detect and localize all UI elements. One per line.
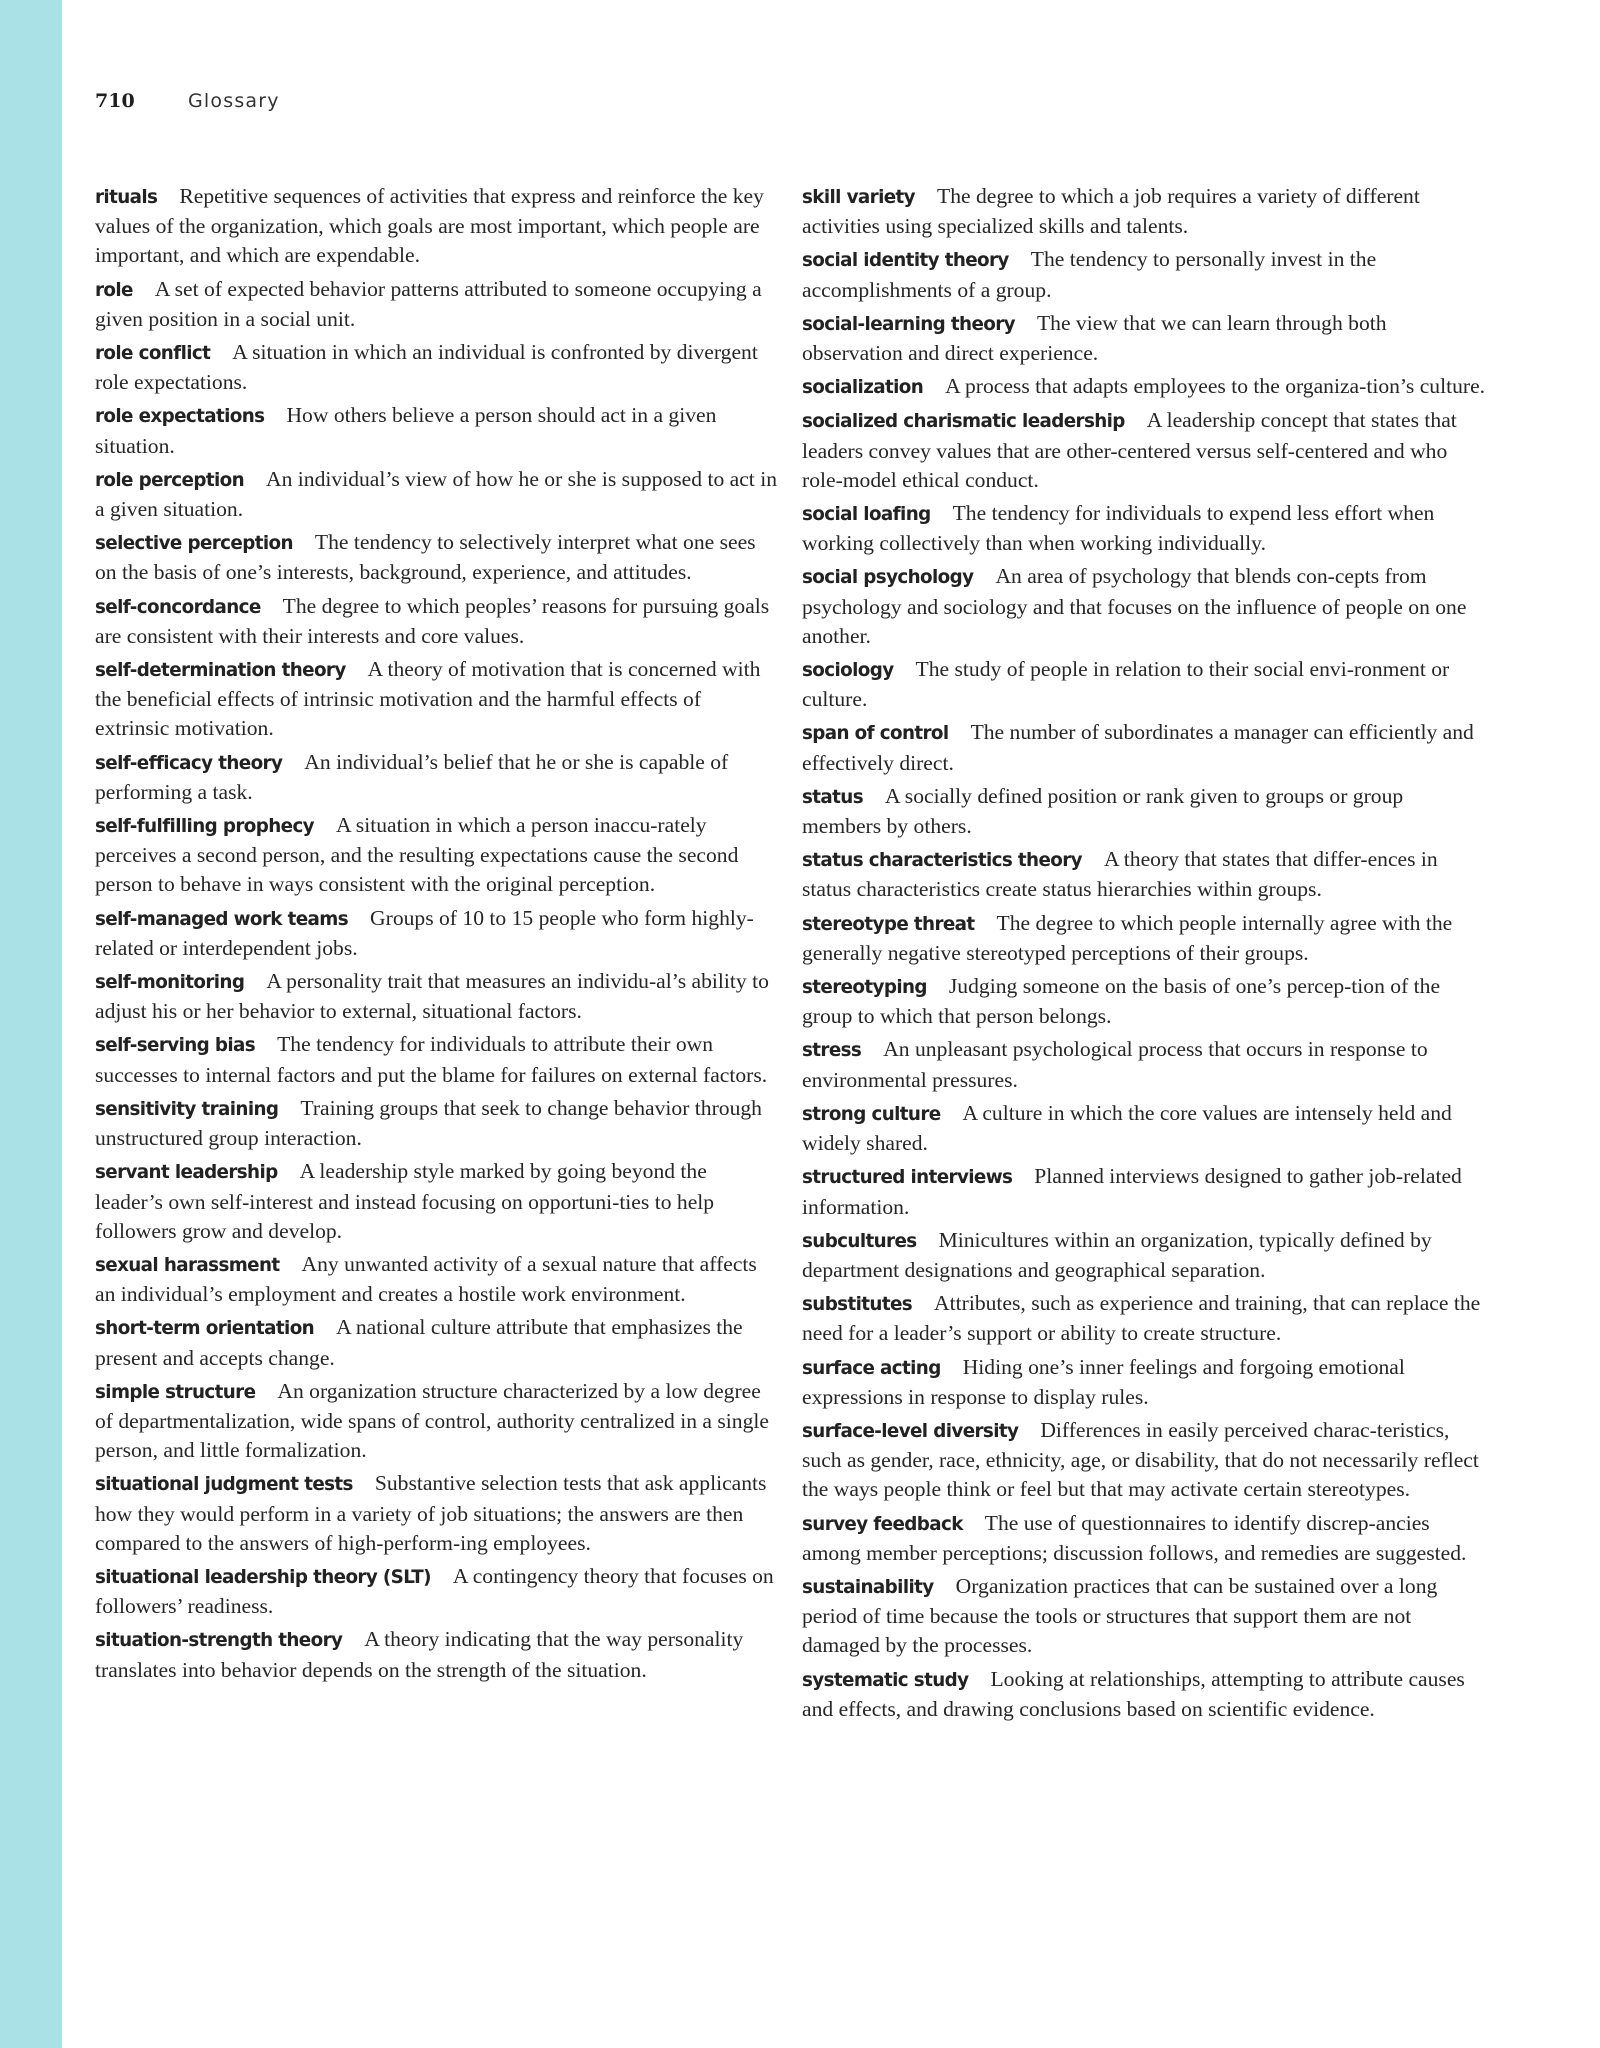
glossary-definition: Judging someone on the basis of one’s percep-tion of the group to which that person belongs.	[802, 974, 1441, 1029]
section-title: Glossary	[188, 90, 280, 112]
glossary-entry	[802, 562, 1486, 651]
glossary-term: simple structure	[95, 1381, 256, 1403]
glossary-definition: A situation in which an individual is confronted by divergent role expectations.	[95, 340, 758, 395]
page-number: 710	[95, 90, 135, 112]
glossary-definition: The tendency for individuals to expend less effort when working collectively than when working individually.	[802, 501, 1435, 556]
glossary-term: selective perception	[95, 533, 293, 555]
glossary-entry	[95, 811, 779, 900]
glossary-term: surface-level diversity	[802, 1420, 1019, 1442]
glossary-definition: Minicultures within an organization, typically defined by department designations and geographical separation.	[802, 1227, 1432, 1282]
glossary-term: role expectations	[95, 406, 265, 428]
glossary-entry	[95, 275, 779, 334]
glossary-column-left	[95, 182, 779, 1689]
glossary-entry	[95, 1157, 779, 1246]
glossary-entry	[802, 499, 1486, 558]
glossary-definition: A situation in which a person inaccu-rately perceives a second person, and the resulting expectations cause the second person to behave in ways consistent with the original perception.	[95, 813, 739, 897]
glossary-entry	[802, 1226, 1486, 1285]
glossary-entry	[95, 1562, 779, 1621]
glossary-definition: Attributes, such as experience and training, that can replace the need for a leader’s support or ability to create structure.	[802, 1291, 1481, 1346]
glossary-entry	[95, 1313, 779, 1372]
glossary-definition: The use of questionnaires to identify discrep-ancies among member perceptions; discussion follows, and remedies are suggested.	[802, 1510, 1467, 1565]
glossary-term: sexual harassment	[95, 1254, 280, 1276]
glossary-entry	[802, 972, 1486, 1031]
glossary-term: situational leadership theory (SLT)	[95, 1566, 431, 1588]
glossary-entry	[95, 1377, 779, 1466]
glossary-entry	[95, 748, 779, 807]
glossary-definition: A set of expected behavior patterns attributed to someone occupying a given position in a social unit.	[95, 276, 762, 331]
glossary-term: self-concordance	[95, 596, 261, 618]
glossary-definition: The tendency for individuals to attribute their own successes to internal factors and put the blame for failures on external factors.	[95, 1032, 768, 1087]
glossary-definition: The degree to which people internally agree with the generally negative stereotyped perceptions of their groups.	[802, 910, 1453, 965]
glossary-term: stereotyping	[802, 977, 927, 999]
glossary-entry	[802, 309, 1486, 368]
glossary-definition: A personality trait that measures an individu-al’s ability to adjust his or her behavior to external, situational factors.	[95, 969, 769, 1024]
glossary-definition: Hiding one’s inner feelings and forgoing emotional expressions in response to display rules.	[802, 1354, 1405, 1409]
glossary-entry	[95, 904, 779, 963]
glossary-definition: A process that adapts employees to the organiza-tion’s culture.	[945, 374, 1486, 399]
glossary-definition: A theory that states that differ-ences in status characteristics create status hierarchies within groups.	[802, 847, 1438, 902]
glossary-definition: Looking at relationships, attempting to attribute causes and effects, and drawing conclusions based on scientific evidence.	[802, 1666, 1465, 1721]
glossary-term: situational judgment tests	[95, 1474, 353, 1496]
glossary-term: situation-strength theory	[95, 1630, 343, 1652]
glossary-column-right	[802, 182, 1486, 1728]
glossary-term: social psychology	[802, 567, 974, 589]
glossary-term: role	[95, 279, 133, 301]
glossary-entry	[95, 182, 779, 271]
glossary-definition: A leadership concept that states that leaders convey values that are other-centered versus self-centered and who role-model ethical conduct.	[802, 408, 1457, 492]
glossary-term: self-monitoring	[95, 972, 245, 994]
glossary-term: servant leadership	[95, 1162, 278, 1184]
glossary-definition: Training groups that seek to change behavior through unstructured group interaction.	[95, 1095, 762, 1151]
glossary-entry	[95, 1250, 779, 1309]
glossary-entry	[95, 655, 779, 744]
glossary-term: role perception	[95, 469, 245, 491]
glossary-entry	[802, 1665, 1486, 1724]
glossary-entry	[95, 401, 779, 460]
glossary-entry	[802, 182, 1486, 241]
glossary-definition: A theory indicating that the way personality translates into behavior depends on the strength of the situation.	[95, 1627, 744, 1682]
glossary-entry	[802, 909, 1486, 968]
glossary-entry	[802, 372, 1486, 402]
glossary-term: social-learning theory	[802, 313, 1015, 335]
glossary-term: rituals	[95, 187, 158, 208]
glossary-term: stereotype threat	[802, 913, 975, 935]
glossary-term: social identity theory	[802, 250, 1009, 272]
glossary-term: socialization	[802, 377, 924, 399]
glossary-entry	[802, 782, 1486, 841]
glossary-term: role conflict	[95, 343, 211, 365]
glossary-definition: Organization practices that can be sustained over a long period of time because the tools or structures that support them are not damaged by the processes.	[802, 1573, 1438, 1658]
glossary-definition: The number of subordinates a manager can efficiently and effectively direct.	[802, 720, 1474, 775]
glossary-term: self-fulfilling prophecy	[95, 816, 314, 838]
glossary-term: sustainability	[802, 1576, 934, 1598]
glossary-definition: A theory of motivation that is concerned with the beneficial effects of intrinsic motivation and the harmful effects of extrinsic motivation.	[95, 657, 761, 741]
glossary-definition: A national culture attribute that emphasizes the present and accepts change.	[95, 1315, 743, 1370]
glossary-definition: The degree to which peoples’ reasons for pursuing goals are consistent with their interests and core values.	[95, 593, 770, 648]
glossary-entry	[95, 1469, 779, 1558]
glossary-definition: An individual’s belief that he or she is capable of performing a task.	[95, 749, 729, 804]
glossary-term: sociology	[802, 660, 894, 682]
glossary-term: short-term orientation	[95, 1318, 315, 1340]
glossary-definition: Substantive selection tests that ask applicants how they would perform in a variety of job situations; the answers are then compared to the answers of high-perform-ing employees.	[95, 1471, 767, 1555]
glossary-entry	[802, 1099, 1486, 1158]
glossary-definition: Differences in easily perceived charac-teristics, such as gender, race, ethnicity, age, or disability, that do not necessarily reflect the ways people think or feel but that may activate certain stereotypes.	[802, 1417, 1479, 1502]
glossary-definition: A leadership style marked by going beyond the leader’s own self-interest and instead focusing on opportuni-ties to help followers grow and develop.	[95, 1159, 715, 1243]
glossary-entry	[802, 1035, 1486, 1094]
glossary-term: self-determination theory	[95, 660, 346, 682]
glossary-entry	[802, 406, 1486, 495]
glossary-term: structured interviews	[802, 1167, 1013, 1189]
glossary-definition: The degree to which a job requires a variety of different activities using specialized skills and talents.	[802, 184, 1420, 239]
glossary-entry	[95, 528, 779, 587]
glossary-term: self-serving bias	[95, 1035, 256, 1057]
glossary-term: status	[802, 786, 863, 808]
glossary-definition: How others believe a person should act in a given situation.	[95, 403, 717, 458]
glossary-term: sensitivity training	[95, 1098, 279, 1120]
glossary-entry	[95, 967, 779, 1026]
glossary-definition: The tendency to personally invest in the accomplishments of a group.	[802, 247, 1377, 302]
glossary-definition: A contingency theory that focuses on followers’ readiness.	[95, 1563, 774, 1619]
glossary-entry	[802, 1509, 1486, 1568]
glossary-definition: An unpleasant psychological process that occurs in response to environmental pressures.	[802, 1037, 1428, 1092]
glossary-term: skill variety	[802, 187, 915, 208]
glossary-definition: The study of people in relation to their social envi-ronment or culture.	[802, 657, 1450, 712]
glossary-term: surface acting	[802, 1357, 941, 1379]
glossary-entry	[95, 592, 779, 651]
glossary-term: substitutes	[802, 1294, 913, 1316]
glossary-term: stress	[802, 1040, 862, 1062]
glossary-term: systematic study	[802, 1669, 969, 1691]
glossary-entry	[802, 718, 1486, 777]
glossary-entry	[802, 1289, 1486, 1348]
glossary-term: self-efficacy theory	[95, 752, 283, 774]
glossary-entry	[802, 1416, 1486, 1505]
glossary-entry	[802, 655, 1486, 714]
running-header	[95, 86, 280, 116]
glossary-term: strong culture	[802, 1103, 941, 1125]
glossary-term: subcultures	[802, 1230, 917, 1252]
glossary-term: self-managed work teams	[95, 908, 349, 930]
glossary-entry	[95, 1094, 779, 1153]
glossary-entry	[95, 1030, 779, 1089]
glossary-entry	[802, 1572, 1486, 1661]
glossary-definition: Repetitive sequences of activities that express and reinforce the key values of the organization, which goals are most important, which people are important, and which are expendable.	[95, 184, 764, 268]
glossary-entry	[95, 338, 779, 397]
glossary-definition: An area of psychology that blends con-cepts from psychology and sociology and that focuses on the influence of people on one another.	[802, 564, 1467, 648]
glossary-entry	[802, 1353, 1486, 1412]
glossary-entry	[802, 1162, 1486, 1221]
glossary-entry	[95, 465, 779, 524]
glossary-definition: The view that we can learn through both observation and direct experience.	[802, 310, 1387, 366]
glossary-term: survey feedback	[802, 1513, 963, 1535]
glossary-definition: Planned interviews designed to gather job-related information.	[802, 1164, 1462, 1219]
glossary-definition: Groups of 10 to 15 people who form highly-related or interdependent jobs.	[95, 905, 754, 960]
glossary-entry	[802, 845, 1486, 904]
side-color-band	[0, 0, 62, 2048]
glossary-definition: An individual’s view of how he or she is supposed to act in a given situation.	[95, 466, 778, 522]
glossary-term: status characteristics theory	[802, 850, 1082, 872]
glossary-term: socialized charismatic leadership	[802, 411, 1125, 433]
glossary-definition: A culture in which the core values are intensely held and widely shared.	[802, 1100, 1452, 1156]
glossary-definition: Any unwanted activity of a sexual nature that affects an individual’s employment and creates a hostile work environment.	[95, 1251, 757, 1307]
glossary-entry	[95, 1625, 779, 1684]
glossary-definition: A socially defined position or rank given to groups or group members by others.	[802, 783, 1404, 839]
glossary-term: span of control	[802, 723, 949, 745]
glossary-term: social loafing	[802, 504, 931, 526]
glossary-definition: The tendency to selectively interpret what one sees on the basis of one’s interests, background, experience, and attitudes.	[95, 530, 756, 585]
glossary-definition: An organization structure characterized by a low degree of departmentalization, wide spans of control, authority centralized in a single person, and little formalization.	[95, 1378, 769, 1463]
glossary-entry	[802, 245, 1486, 304]
